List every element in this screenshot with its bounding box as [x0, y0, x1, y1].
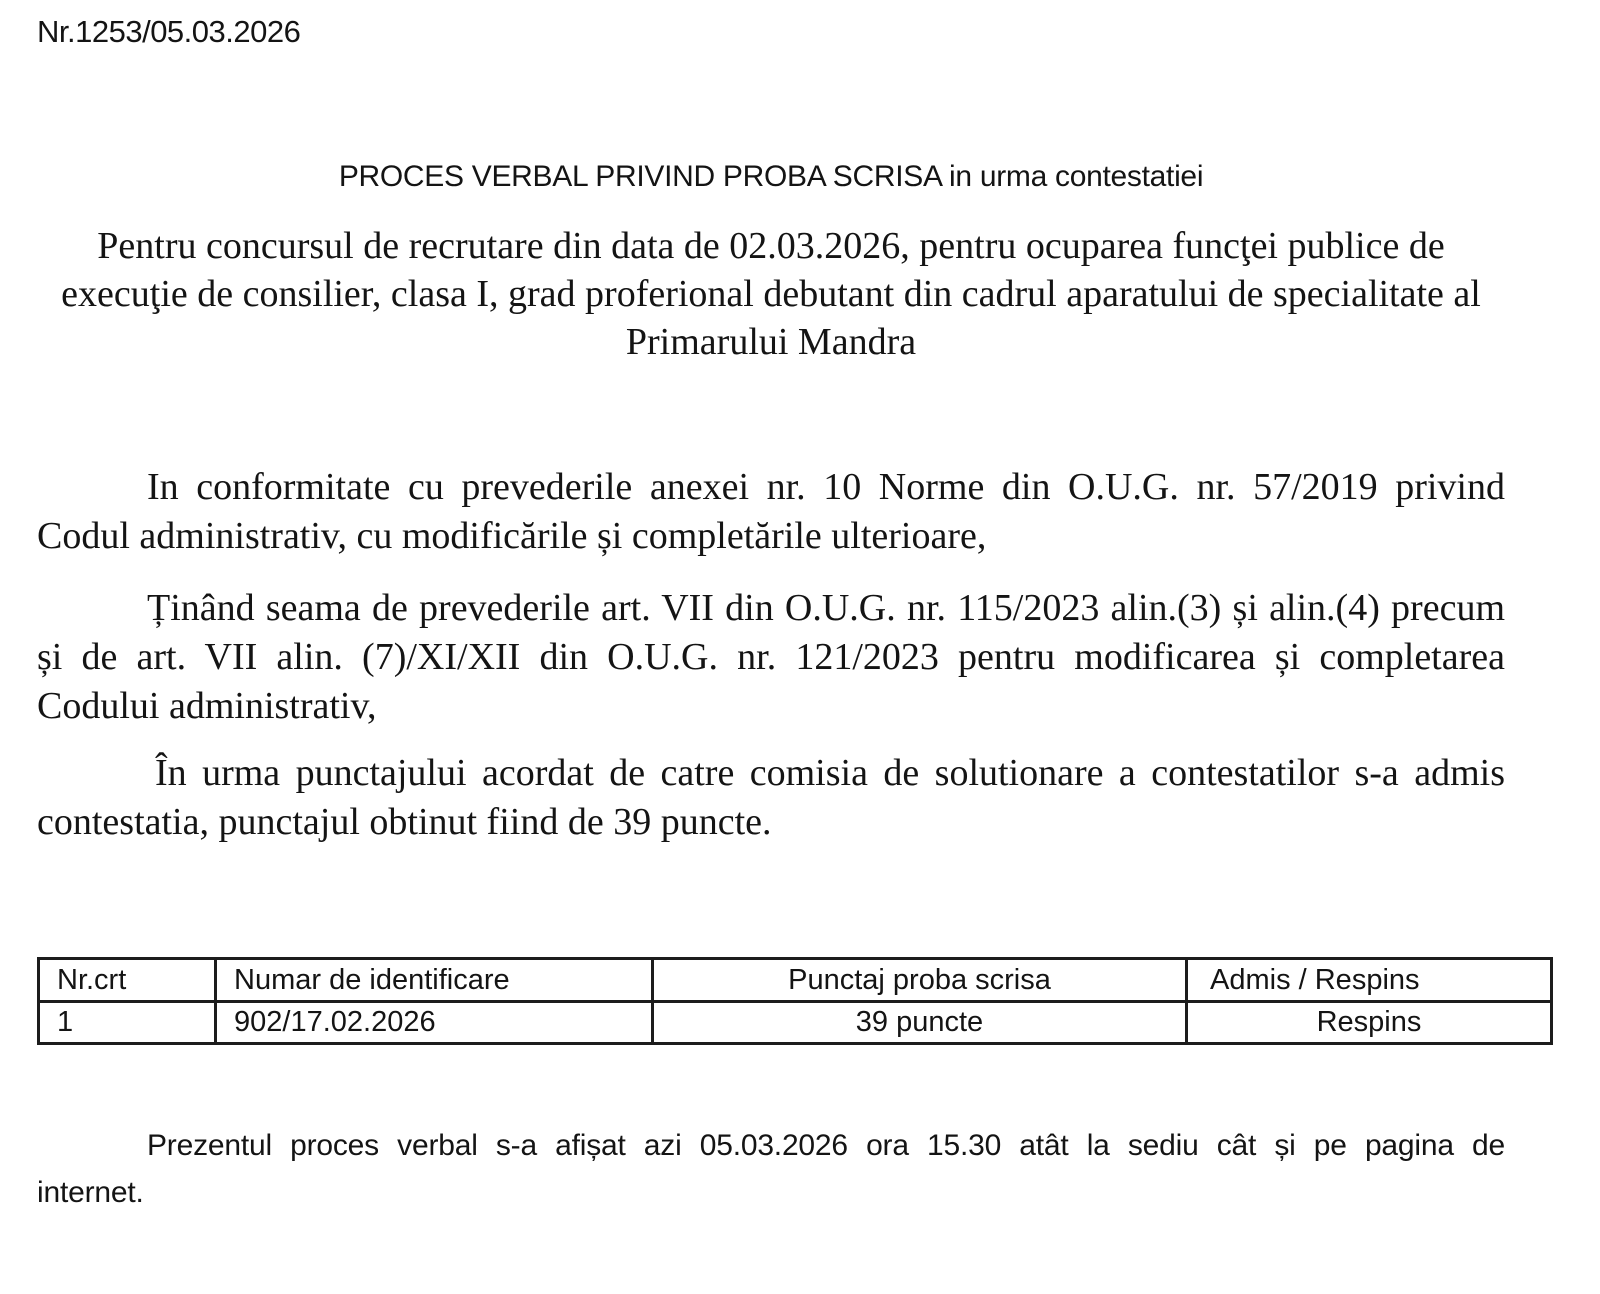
paragraph-closing-line: Prezentul proces verbal s-a afișat azi 05.03.2026 ora 15.30 atât la sediu cât și pe pagina de	[147, 1129, 1505, 1162]
cell-admis-respins: Respins	[1187, 1002, 1552, 1044]
paragraph-legal-basis-1-line: Codul administrativ, cu modificările și completările ulterioare,	[37, 515, 987, 557]
paragraph-legal-basis-2-line: și de art. VII alin. (7)/XI/XII din O.U.G. nr. 121/2023 pentru modificarea și completarea	[37, 636, 1505, 678]
cell-numar-identificare: 902/17.02.2026	[216, 1002, 653, 1044]
paragraph-closing	[37, 1122, 1505, 1216]
table-row	[39, 1002, 1552, 1044]
paragraph-legal-basis-2-line: Ținând seama de prevederile art. VII din O.U.G. nr. 115/2023 alin.(3) și alin.(4) precum	[147, 587, 1505, 629]
header-cell-numar-identificare: Numar de identificare	[216, 959, 653, 1002]
header-cell-admis-respins: Admis / Respins	[1187, 959, 1552, 1002]
paragraph-result-line: În urma punctajului acordat de catre comisia de solutionare a contestatilor s-a admis	[155, 752, 1505, 794]
score-table	[37, 957, 1553, 1045]
paragraph-intro	[37, 222, 1505, 366]
paragraph-intro-line: Pentru concursul de recrutare din data de 02.03.2026, pentru ocuparea funcţei publice de	[97, 225, 1445, 267]
paragraph-legal-basis-1-line: In conformitate cu prevederile anexei nr. 10 Norme din O.U.G. nr. 57/2019 privind	[147, 466, 1505, 508]
registration-number: Nr.1253/05.03.2026	[37, 14, 301, 49]
paragraph-legal-basis-2-line: Codului administrativ,	[37, 685, 377, 727]
header-cell-punctaj: Punctaj proba scrisa	[653, 959, 1187, 1002]
paragraph-result	[37, 749, 1505, 847]
paragraph-result-line: contestatia, punctajul obtinut fiind de 39 puncte.	[37, 801, 772, 843]
table-header-row	[39, 959, 1552, 1002]
cell-nr-crt: 1	[39, 1002, 216, 1044]
paragraph-closing-line: internet.	[37, 1176, 144, 1209]
paragraph-legal-basis-2	[37, 584, 1505, 731]
header-cell-nr-crt: Nr.crt	[39, 959, 216, 1002]
paragraph-intro-line: Primarului Mandra	[625, 321, 917, 363]
cell-punctaj: 39 puncte	[653, 1002, 1187, 1044]
document-title: PROCES VERBAL PRIVIND PROBA SCRISA in urma contestatiei	[338, 160, 1204, 193]
paragraph-intro-line: execuţie de consilier, clasa I, grad proferional debutant din cadrul aparatului de specialitate al	[61, 273, 1481, 315]
paragraph-legal-basis-1	[37, 463, 1505, 561]
